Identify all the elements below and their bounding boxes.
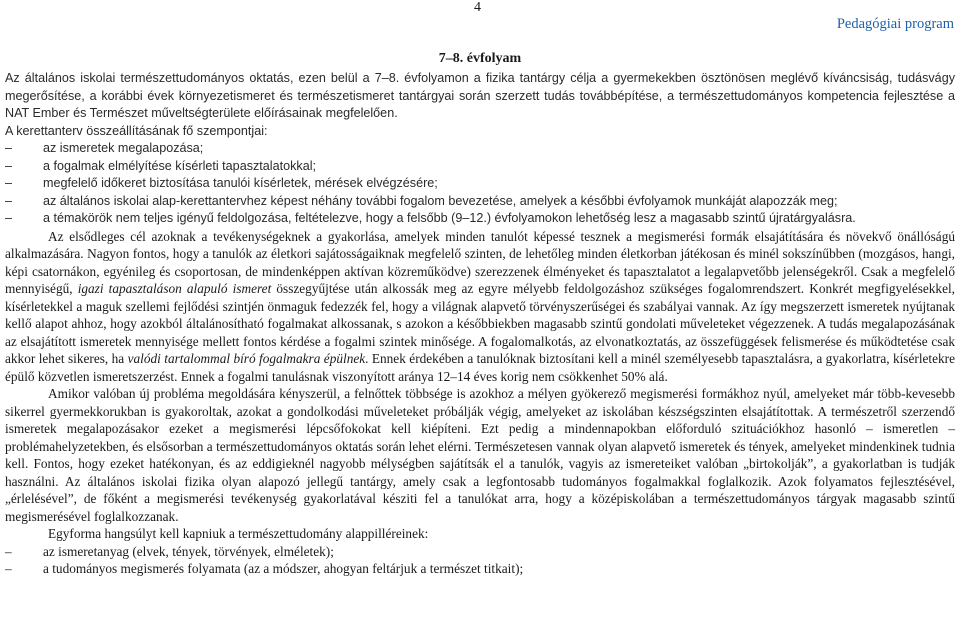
- dash-bullet: –: [5, 193, 13, 208]
- list-item: – az ismeretek megalapozása;: [5, 140, 955, 158]
- adults-paragraph: Amikor valóban új probléma megoldására kényszerül, a felnőttek többsége is azokhoz a mélyen gyökerező megismerési formákhoz nyúl, amelyeket már több-kevesebb sikerrel gyermekkorukban is gyakoroltak, azokat a gondolkodási műveleteket próbálják végig, amelyeket az iskolában készségszinten elsajátítottak. A természetről szerzendő ismeretek megalapozásakor ezeket a megismerési lépcsőfokokat kell kiépíteni. Ezt pedig a mindennapokban előforduló szituációkhoz hasonló – ismeretlen – problémahelyzetekben, és elsősorban a természettudományos oktatás során lehet elérni. Természetesen vannak olyan alapvető ismeretek és tények, amelyeket mindenkinek tudnia kell. Fontos, hogy ezeket hatékonyan, és az eddigieknél nagyobb mélységben sajátítsák el a tanulók, vagyis az ismereteiket valóban „birtokolják”, a gyakorlatban is tudják használni. Az általános iskolai fizika olyan alapozó jellegű tantárgy, amely csak a legfontosabb tudományos fogalmakkal foglalkozik. Azok folyamatos fejlesztésével, „érlelésével”, de főként a megismerési tevékenység gyakorlatával késziti fel a tanulókat arra, hogy a középiskolában a természettudományos tárgyak magasabb szintű megismerésével foglalkozzanak.: [5, 386, 955, 524]
- dash-bullet: –: [5, 141, 13, 155]
- intro-paragraph: Az általános iskolai természettudományos oktatás, ezen belül a 7–8. évfolyamon a fizika tantárgy célja a gyermekekben ösztönösen meglévő kíváncsiság, tudásvágy megerősítése, a korábbi évek környezetismeret és természetismeret tantárgyai során szerzett tudás továbbépítése, a természettudományos kompetencia fejlesztése a NAT Ember és Természet műveltségterülete előírásainak megfelelően.: [5, 71, 955, 120]
- list-item: – a tudományos megismerés folyamata (az a módszer, ahogyan feltárjuk a természet titkait);: [5, 561, 524, 576]
- list-item: – az ismeretanyag (elvek, tények, törvények, elméletek);: [5, 543, 334, 559]
- dash-bullet: –: [5, 158, 13, 173]
- dash-bullet: –: [5, 211, 13, 225]
- principles-heading: A kerettanterv összeállításának fő szempontjai:: [5, 123, 268, 138]
- list-item: – a témakörök nem teljes igényű feldolgozása, feltételezve, hogy a felsőbb (9–12.) évfolyamokon lehetőség lesz a magasabb szintű újratárgyalásra.: [5, 210, 955, 228]
- program-title: Pedagógiai program: [836, 16, 954, 32]
- foundation-list: [5, 543, 955, 578]
- foundation-heading: Egyforma hangsúlyt kell kapniuk a természettudomány alappilléreinek:: [48, 526, 429, 541]
- document-body: [5, 70, 955, 578]
- goal-paragraph: Az elsődleges cél azoknak a tevékenységeknek a gyakorlása, amelyek minden tanulót képessé tesznek a megismerési formák elsajátítására és növekvő önállóságú alkalmazására. Nagyon fontos, hogy a tanulók az életkori sajátosságaiknak megfelelő szinten, de lehetőleg minden életkorban játékosan és minél sokszínűbben (mozgásos, hangi, képi csatornákon, egyénileg és csoportosan, de mindenképpen aktívan közreműködve) szerezzenek élményeket és tapasztalatot a legalapvetőbb jelenségekről. Csak a megfelelő mennyiségű, igazi tapasztaláson alapuló ismeret összegyűjtése után alkossák meg az egyre mélyebb feldolgozáshoz szükséges fogalomrendszert. Konkrét megfigyelésekkel, kísérletekkel a maguk szellemi fejlődési szintjén önmaguk fedezzék fel, hogy a világnak alapvető törvényszerűségei és szabályai vannak. Az így megszerzett ismeretek nyújtanak kellő alapot ahhoz, hogy azokból általánosítható fogalmakat alkossanak, s azokon a későbbiekben magasabb szintű gondolati műveleteket végezzenek. A tudás megalapozásának az elsajátított ismeretek mennyisége mellett fontos kérdése a fogalmi szintek minősége. A fogalomalkotás, az elvonatkoztatás, az összefüggések felismerése és működtetése csak akkor lehet sikeres, ha valódi tartalommal bíró fogalmakra épülnek. Ennek érdekében a tanulóknak biztosítani kell a minél személyesebb tapasztalásra, a gyakorlatra, kísérletekre épülő közvetlen ismeretszerzést. Ennek a fogalmi tanulásnak viszonyított aránya 12–14 éves korig nem csökkenhet 50% alá.: [5, 228, 956, 384]
- dash-bullet: –: [5, 561, 12, 576]
- list-item: – az általános iskolai alap-kerettantervhez képest néhány további fogalom bevezetése, amelyek a későbbi évfolyamok munkáját alapozzák meg;: [5, 193, 955, 211]
- grade-heading: 7–8. évfolyam: [438, 51, 522, 66]
- dash-bullet: –: [5, 176, 13, 190]
- dash-bullet: –: [5, 543, 12, 559]
- list-item: – megfelelő időkeret biztosítása tanulói kísérletek, mérések elvégzésére;: [5, 175, 955, 193]
- list-item: – a fogalmak elmélyítése kísérleti tapasztalatokkal;: [5, 158, 955, 176]
- principles-list: [5, 140, 955, 228]
- page-number: 4: [474, 0, 481, 15]
